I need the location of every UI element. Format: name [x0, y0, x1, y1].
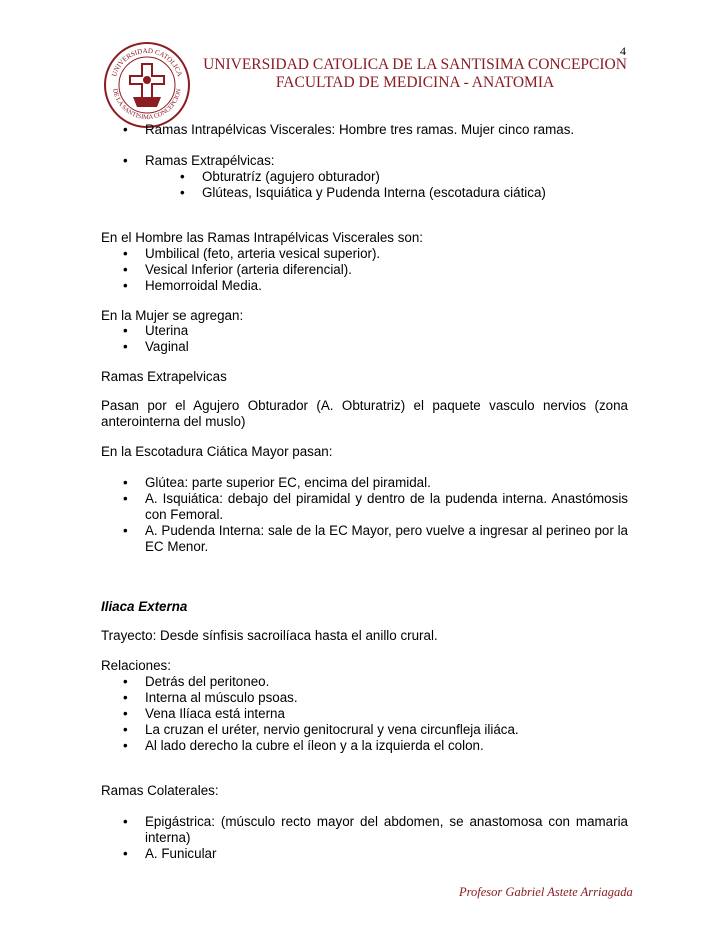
bullet-icon: •: [123, 122, 128, 137]
bullet-icon: •: [123, 738, 128, 753]
paragraph: En la Escotadura Ciática Mayor pasan:: [101, 444, 333, 459]
paragraph-line: Pasan por el Agujero Obturador (A. Obturatriz) el paquete vasculo nervios (zona: [101, 398, 628, 413]
list-item: • Epigástrica: (músculo recto mayor del abdomen, se anastomosa con mamaria: [123, 814, 628, 829]
section-title: Ramas Colaterales:: [101, 783, 219, 798]
svg-text:DE LA SANTISIMA CONCEPCION: DE LA SANTISIMA CONCEPCION: [111, 88, 183, 122]
university-name: UNIVERSIDAD CATOLICA DE LA SANTISIMA CONCEPCION: [203, 56, 627, 73]
paragraph: En la Mujer se agregan:: [101, 308, 244, 323]
list-item: • Ramas Intrapélvicas Viscerales: Hombre tres ramas. Mujer cinco ramas.: [123, 122, 575, 137]
list-item: • Ramas Extrapélvicas:: [123, 153, 275, 168]
bullet-icon: •: [123, 722, 128, 737]
bullet-icon: •: [123, 690, 128, 705]
footer-author: Profesor Gabriel Astete Arriagada: [459, 885, 633, 899]
bullet-icon: •: [123, 339, 128, 354]
list-item-continuation: con Femoral.: [145, 507, 224, 522]
paragraph: Trayecto: Desde sínfisis sacroilíaca hasta el anillo crural.: [101, 628, 438, 643]
list-item: • Interna al músculo psoas.: [123, 690, 298, 705]
bullet-icon: •: [123, 278, 128, 293]
faculty-name: FACULTAD DE MEDICINA - ANATOMIA: [275, 74, 555, 91]
university-seal-logo: [103, 41, 191, 129]
list-item: • Vena Ilíaca está interna: [123, 706, 285, 721]
list-item: • Al lado derecho la cubre el íleon y a la izquierda el colon.: [123, 738, 484, 753]
list-item-continuation: interna): [145, 830, 191, 845]
section-heading: Iliaca Externa: [101, 599, 188, 614]
seal-icon: [103, 41, 191, 129]
bullet-icon: •: [123, 491, 128, 506]
list-item: • Umbilical (feto, arteria vesical superior).: [123, 246, 381, 261]
bullet-icon: •: [123, 706, 128, 721]
bullet-icon: •: [123, 523, 128, 538]
bullet-icon: •: [123, 814, 128, 829]
list-item: • A. Isquiática: debajo del piramidal y dentro de la pudenda interna. Anastómosis: [123, 491, 628, 506]
list-item: • Obturatríz (agujero obturador): [180, 169, 380, 184]
list-item: • La cruzan el uréter, nervio genitocrural y vena circunfleja iliáca.: [123, 722, 519, 737]
list-item: • Uterina: [123, 323, 189, 338]
list-item: • Vaginal: [123, 339, 189, 354]
header: [195, 56, 635, 92]
list-item-continuation: EC Menor.: [145, 539, 209, 554]
paragraph-line: anterointerna del muslo): [101, 414, 246, 429]
section-title: Ramas Extrapelvicas: [101, 369, 227, 384]
list-item: • A. Pudenda Interna: sale de la EC Mayor, pero vuelve a ingresar al perineo por la: [123, 523, 628, 538]
bullet-icon: •: [123, 323, 128, 338]
bullet-icon: •: [123, 153, 128, 168]
list-item: • A. Funicular: [123, 846, 217, 861]
bullet-icon: •: [123, 674, 128, 689]
list-item: • Vesical Inferior (arteria diferencial).: [123, 262, 352, 277]
page-number: 4: [620, 44, 626, 58]
paragraph: En el Hombre las Ramas Intrapélvicas Viscerales son:: [101, 230, 424, 245]
paragraph: Relaciones:: [101, 658, 171, 673]
svg-text:UNIVERSIDAD CATOLICA: UNIVERSIDAD CATOLICA: [110, 46, 184, 78]
list-item: • Hemorroidal Media.: [123, 278, 262, 293]
list-item: • Glúteas, Isquiática y Pudenda Interna (escotadura ciática): [180, 185, 546, 200]
bullet-icon: •: [123, 475, 128, 490]
bullet-icon: •: [123, 846, 128, 861]
bullet-icon: •: [123, 246, 128, 261]
list-item: • Glútea: parte superior EC, encima del piramidal.: [123, 475, 431, 490]
list-item: • Detrás del peritoneo.: [123, 674, 270, 689]
bullet-icon: •: [180, 185, 185, 200]
bullet-icon: •: [180, 169, 185, 184]
bullet-icon: •: [123, 262, 128, 277]
